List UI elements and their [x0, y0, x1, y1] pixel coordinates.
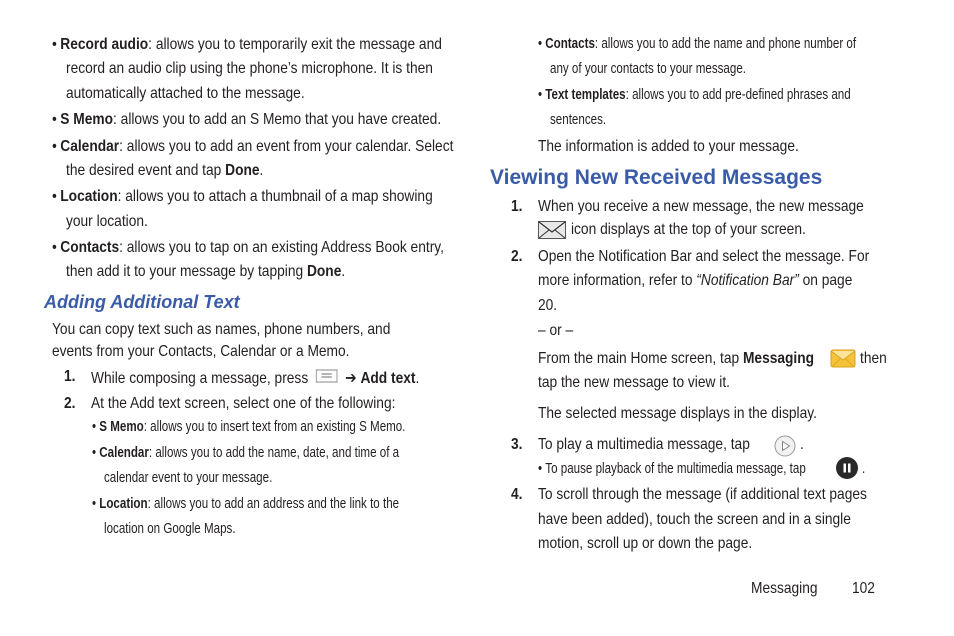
step-4-line: motion, scroll up or down the page.: [538, 535, 753, 552]
info-text: The information is added to your message.: [538, 138, 799, 155]
footer-page-number: 102: [852, 580, 875, 597]
section-heading-viewing-messages: Viewing New Received Messages: [490, 166, 823, 189]
step-2-line: 20.: [538, 297, 558, 314]
sub-bullet-location: • Location: allows you to add an address and the link to the: [92, 496, 399, 512]
step-2-line: more information, refer to “Notification Bar” on page: [538, 272, 853, 289]
footer-section: Messaging: [751, 580, 818, 597]
bullet-s-memo: • S Memo: allows you to add an S Memo that you have created.: [52, 111, 441, 129]
step-4-line: To scroll through the message (if additional text pages: [538, 486, 867, 503]
step-2-text: At the Add text screen, select one of the following:: [91, 395, 396, 412]
bullet-contacts: • Contacts: allows you to tap on an existing Address Book entry,: [52, 239, 444, 257]
text-line: then add it to your message by tapping Done.: [66, 263, 346, 280]
text-line: your location.: [66, 213, 148, 230]
sub-bullet-s-memo: • S Memo: allows you to insert text from an existing S Memo.: [92, 419, 405, 435]
pause-icon: [835, 456, 859, 485]
play-icon: [774, 435, 796, 462]
step-number: 4.: [511, 486, 523, 503]
or-separator: – or –: [538, 322, 574, 339]
bullet-calendar: • Calendar: allows you to add an event from your calendar. Select: [52, 138, 453, 156]
home-line: From the main Home screen, tap Messaging: [538, 350, 815, 367]
step-number: 3.: [511, 436, 523, 453]
step-3-tail: .: [800, 436, 804, 453]
intro-line: You can copy text such as names, phone numbers, and: [52, 321, 391, 338]
step-1-text: While composing a message, press ➔ Add text.: [91, 370, 420, 387]
home-line: tap the new message to view it.: [538, 374, 730, 391]
step-number: 1.: [64, 368, 76, 385]
intro-line: events from your Contacts, Calendar or a Memo.: [52, 343, 350, 360]
step-number: 2.: [511, 248, 523, 265]
bullet-record-audio: • Record audio: allows you to temporarily exit the message and: [52, 36, 442, 54]
text-line: location on Google Maps.: [104, 521, 236, 537]
sub-bullet-contacts: • Contacts: allows you to add the name and phone number of: [538, 36, 856, 52]
text-line: record an audio clip using the phone’s microphone. It is then: [66, 60, 433, 77]
messaging-app-icon: [830, 345, 856, 376]
step-1-line: When you receive a new message, the new message: [538, 198, 864, 215]
text-line: the desired event and tap Done.: [66, 162, 264, 179]
selected-text: The selected message displays in the display.: [538, 405, 817, 422]
step-2-line: Open the Notification Bar and select the message. For: [538, 248, 870, 265]
text-line: automatically attached to the message.: [66, 85, 305, 102]
sub-bullet-pause: • To pause playback of the multimedia message, tap: [538, 461, 806, 477]
home-line-tail: then: [860, 350, 887, 367]
section-heading-adding-text: Adding Additional Text: [44, 292, 240, 312]
step-number: 1.: [511, 198, 523, 215]
sub-bullet-text-templates: • Text templates: allows you to add pre-defined phrases and: [538, 87, 851, 103]
menu-key-icon: [315, 369, 337, 388]
bullet-location: • Location: allows you to attach a thumbnail of a map showing: [52, 188, 433, 206]
step-3-text: To play a multimedia message, tap: [538, 436, 750, 453]
envelope-icon: [538, 221, 566, 244]
step-4-line: have been added), touch the screen and in a single: [538, 511, 851, 528]
step-number: 2.: [64, 395, 76, 412]
text-line: sentences.: [550, 112, 607, 128]
sub-bullet-calendar: • Calendar: allows you to add the name, date, and time of a: [92, 445, 399, 461]
text-line: calendar event to your message.: [104, 470, 273, 486]
text-line: any of your contacts to your message.: [550, 61, 747, 77]
step-1-line: icon displays at the top of your screen.: [571, 221, 806, 238]
pause-tail: .: [862, 461, 866, 477]
